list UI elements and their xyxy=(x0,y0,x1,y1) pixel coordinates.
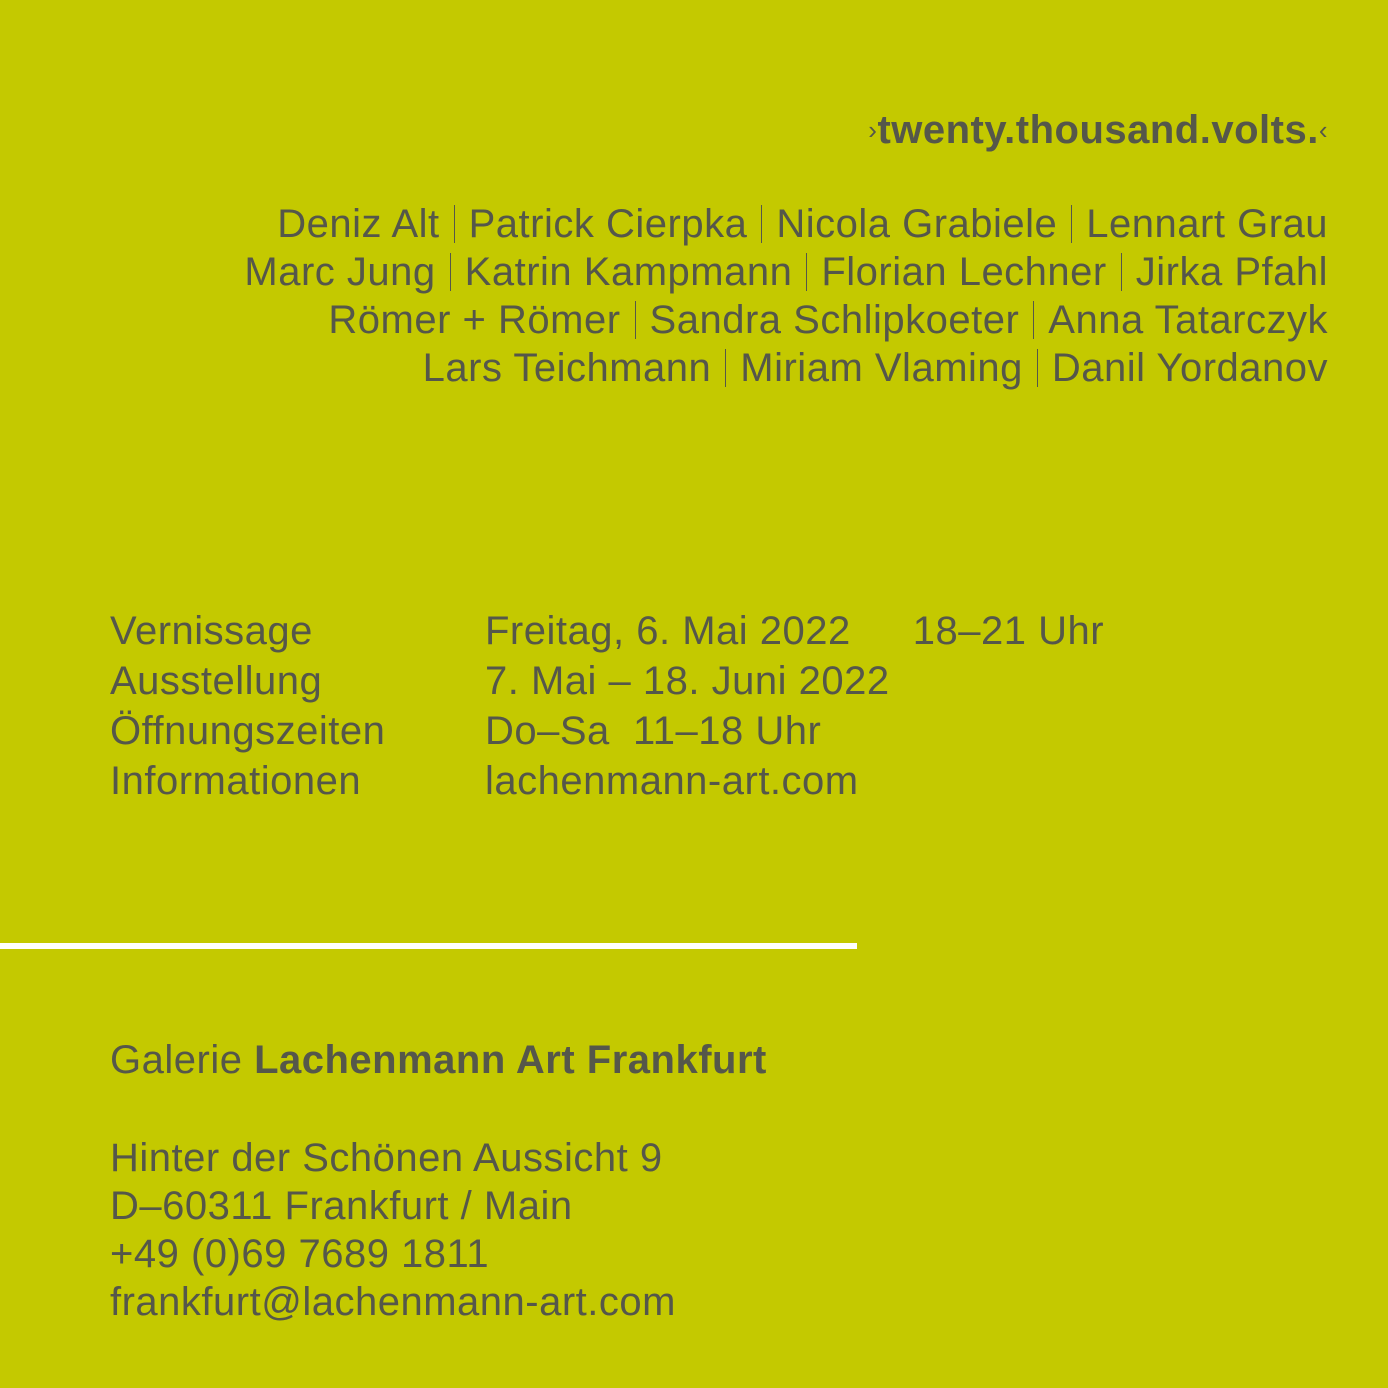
artist-name: Miriam Vlaming xyxy=(740,346,1023,390)
info-label: Öffnungszeiten xyxy=(110,709,386,753)
artist-name: Katrin Kampmann xyxy=(464,250,793,294)
info-value: Freitag, 6. Mai 2022 xyxy=(485,609,851,653)
separator xyxy=(635,301,636,339)
separator xyxy=(1033,301,1034,339)
separator xyxy=(1121,253,1122,291)
artist-name: Nicola Grabiele xyxy=(776,202,1058,246)
artist-line-1 xyxy=(244,200,1328,248)
title-open-quote: › xyxy=(868,115,878,145)
exhibition-info xyxy=(110,606,1104,806)
info-value: Do–Sa 11–18 Uhr xyxy=(485,709,822,753)
artist-line-3 xyxy=(244,296,1328,344)
separator xyxy=(1037,349,1038,387)
info-time: 18–21 Uhr xyxy=(912,609,1105,653)
separator xyxy=(725,349,726,387)
title-close-quote: ‹ xyxy=(1318,115,1328,145)
artist-name: Jirka Pfahl xyxy=(1135,250,1328,294)
info-row-oeffnungszeiten xyxy=(110,706,1104,756)
info-value: 7. Mai – 18. Juni 2022 xyxy=(485,659,890,703)
artist-name: Lennart Grau xyxy=(1086,202,1328,246)
address-email[interactable]: frankfurt@lachenmann-art.com xyxy=(110,1280,676,1324)
artist-name: Patrick Cierpka xyxy=(468,202,748,246)
separator xyxy=(1071,205,1072,243)
divider-line xyxy=(0,943,857,949)
info-label: Ausstellung xyxy=(110,659,323,703)
separator xyxy=(454,205,455,243)
address-phone[interactable]: +49 (0)69 7689 1811 xyxy=(110,1232,490,1276)
website-link[interactable]: lachenmann-art.com xyxy=(485,759,859,803)
gallery-name xyxy=(110,1038,767,1083)
gallery-title: Lachenmann Art Frankfurt xyxy=(254,1038,767,1082)
info-row-ausstellung xyxy=(110,656,1104,706)
artist-name: Anna Tatarczyk xyxy=(1048,298,1328,342)
address-city: D–60311 Frankfurt / Main xyxy=(110,1184,573,1228)
gallery-prefix: Galerie xyxy=(110,1038,255,1082)
address-street: Hinter der Schönen Aussicht 9 xyxy=(110,1136,663,1180)
title-text: twenty.thousand.volts. xyxy=(877,108,1319,152)
artist-name: Florian Lechner xyxy=(821,250,1107,294)
separator xyxy=(806,253,807,291)
gallery-address xyxy=(110,1134,676,1326)
artist-name: Danil Yordanov xyxy=(1051,346,1328,390)
separator xyxy=(761,205,762,243)
artist-name: Lars Teichmann xyxy=(422,346,712,390)
artist-name: Marc Jung xyxy=(244,250,436,294)
artist-name: Römer + Römer xyxy=(328,298,621,342)
artist-name: Deniz Alt xyxy=(277,202,440,246)
info-row-vernissage xyxy=(110,606,1104,656)
info-label: Vernissage xyxy=(110,609,313,653)
artist-line-2 xyxy=(244,248,1328,296)
artist-list xyxy=(244,200,1328,392)
separator xyxy=(450,253,451,291)
artist-line-4 xyxy=(244,344,1328,392)
info-label: Informationen xyxy=(110,759,362,803)
info-row-informationen xyxy=(110,756,1104,806)
artist-name: Sandra Schlipkoeter xyxy=(649,298,1020,342)
exhibition-title xyxy=(868,108,1328,153)
